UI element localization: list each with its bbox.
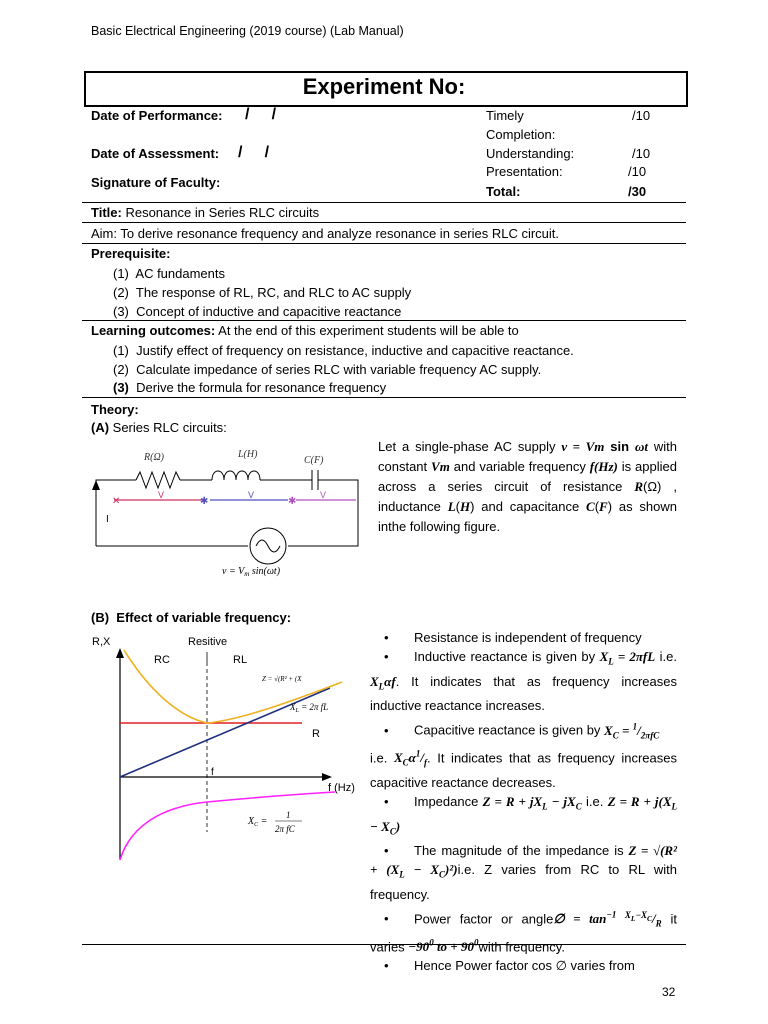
theory-b-heading: (B) Effect of variable frequency: xyxy=(91,610,292,625)
f0-label: f xyxy=(211,767,214,778)
bullet-item: • Inductive reactance is given by $X_L = 2\pi fL$ i.e. $X_L\alpha f$. It indicates that as frequency increases inductive reactance increases. xyxy=(370,649,677,714)
title-text: Resonance in Series RLC circuits xyxy=(125,205,320,220)
resistor-label: R(Ω) xyxy=(144,452,164,463)
vl-marker-icon: ✱ xyxy=(200,496,209,507)
bullet-item: • The magnitude of the impedance is $Z = √(R^2 + (X_L - X_C)^2)i.e$. Z varies from RC to RL with frequency. xyxy=(370,843,677,902)
capacitive-reactance-curve xyxy=(120,792,335,860)
score-label-timely: Timely xyxy=(486,108,524,123)
vr-arrow-icon: ✕ xyxy=(112,496,121,507)
xl-formula: $X_L = 2\pi$ fL xyxy=(290,702,329,714)
paragraph-a: Let a single-phase AC supply v = Vm sin ωt with constant Vm and variable frequency f(Hz) is applied across a series circuit of resistance R(Ω) , inductance L(H) and capacitance C(F) as shown inthe following figure. xyxy=(378,439,678,534)
frequency-response-graph xyxy=(90,632,365,862)
learning-label: Learning outcomes: xyxy=(91,323,216,338)
score-label-total: Total: xyxy=(486,184,521,199)
score-value-understanding: /10 xyxy=(632,146,651,161)
inductor-label: L(H) xyxy=(238,449,258,460)
svg-text:1: 1 xyxy=(286,810,291,820)
score-label-presentation: Presentation: xyxy=(486,164,563,179)
bullet-list xyxy=(370,628,677,975)
aim-row: Aim: To derive resonance frequency and analyze resonance in series RLC circuit. xyxy=(91,226,559,241)
signature-label: Signature of Faculty: xyxy=(91,175,221,190)
rule xyxy=(82,243,686,244)
capacitor-label: C(F) xyxy=(304,455,324,466)
learning-item: (1) Justify effect of frequency on resistance, inductive and capacitive reactance. xyxy=(113,343,574,358)
vc-label: V xyxy=(320,490,327,500)
score-label-completion: Completion: xyxy=(486,127,556,142)
learning-outcomes xyxy=(91,323,519,338)
vc-marker-icon: ✱ xyxy=(288,496,297,507)
series-rlc-circuit-diagram xyxy=(92,442,368,578)
bullet-item: • Resistance is independent of frequency xyxy=(384,630,642,645)
score-label-understanding: Understanding: xyxy=(486,146,575,161)
learning-text: At the end of this experiment students will be able to xyxy=(215,323,519,338)
prerequisite-item: (1) AC fundaments xyxy=(113,266,225,281)
x-axis-arrow-icon xyxy=(322,773,332,781)
date-assessment-label: Date of Assessment: xyxy=(91,146,220,161)
score-value-presentation: /10 xyxy=(628,164,647,179)
rc-label: RC xyxy=(154,654,170,666)
score-value-timely: /10 xyxy=(632,108,651,123)
learning-item: (3) Derive the formula for resonance frequency xyxy=(113,380,387,395)
vr-label: V xyxy=(158,490,165,500)
theory-label: Theory: xyxy=(91,402,139,417)
prerequisite-label: Prerequisite: xyxy=(91,246,171,261)
bullet-item: • Impedance $Z = R + jX_L - jX_C$ i.e. $Z = R + j(X_L - X_C)$ xyxy=(370,794,678,837)
date-assessment-slashes: / / xyxy=(238,144,270,161)
prerequisite-item: (2) The response of RL, RC, and RLC to AC supply xyxy=(113,285,412,300)
bullet-item: • Hence Power factor cos ∅ varies from xyxy=(384,958,635,974)
date-performance-label: Date of Performance: xyxy=(91,108,223,123)
prerequisite-item: (3) Concept of inductive and capacitive reactance xyxy=(113,304,402,319)
running-header: Basic Electrical Engineering (2019 course) (Lab Manual) xyxy=(91,24,404,38)
current-label: I xyxy=(106,514,109,525)
rl-label: RL xyxy=(233,654,248,666)
page-number: 32 xyxy=(662,985,676,999)
bullet-item: • Power factor or angle∅ = $\tan^{-1} ^{X_L-X_C}/_R$ it varies $-90^0$ to + $90^0with$ frequency. xyxy=(370,909,678,955)
rule xyxy=(82,397,686,398)
rule xyxy=(82,202,686,203)
bottom-rule xyxy=(82,944,686,945)
date-performance-slashes: / / xyxy=(245,106,277,123)
y-axis-arrow-icon xyxy=(116,648,124,658)
source-label: $v = V_m$ sin(ωt) xyxy=(222,566,281,578)
bullet-item: • Capacitive reactance is given by $X_C = ^1/_{2\pi fC}$ i.e. $X_C\alpha^1/_f$. It indicates that as frequency increases capacitive reactance decreases. xyxy=(370,721,677,791)
current-arrow-icon xyxy=(92,480,100,490)
r-label: R xyxy=(312,728,320,740)
rule xyxy=(82,320,686,321)
title-label: Title: xyxy=(91,205,122,220)
svg-text:2π fC: 2π fC xyxy=(275,824,295,834)
xc-formula: $X_C$ = xyxy=(248,816,268,828)
rule xyxy=(82,222,686,223)
score-value-total: /30 xyxy=(628,184,647,199)
resitive-label: Resitive xyxy=(188,636,228,648)
f-hz-label: f (Hz) xyxy=(328,782,355,794)
experiment-title: Experiment No: xyxy=(302,74,466,99)
graph-y-label: R,X xyxy=(92,636,111,648)
z-formula: Z = √(R² + (X xyxy=(262,675,302,683)
vl-label: V xyxy=(248,490,255,500)
theory-a-heading: (A) Series RLC circuits: xyxy=(91,420,227,435)
learning-item: (2) Calculate impedance of series RLC with variable frequency AC supply. xyxy=(113,362,542,377)
title-row xyxy=(91,205,319,220)
